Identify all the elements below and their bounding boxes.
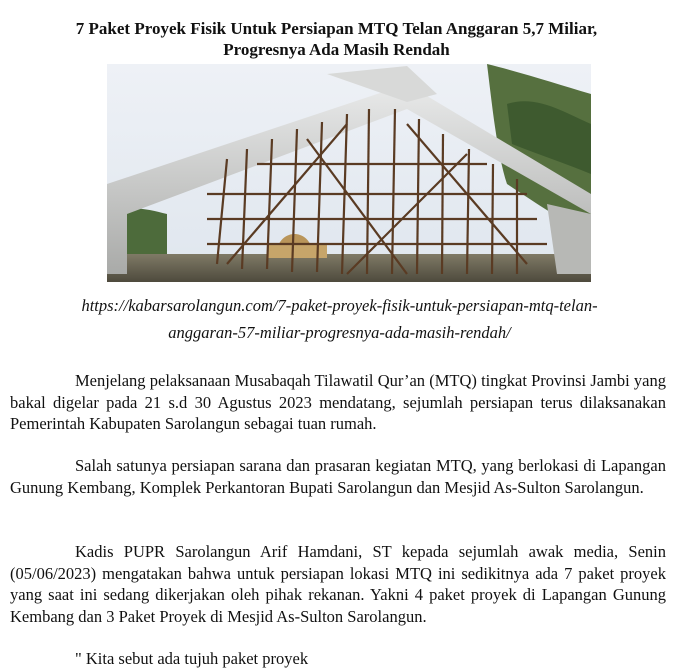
paragraph-2: Salah satunya persiapan sarana dan prasaran kegiatan MTQ, yang berlokasi di Lapangan Gunung Kembang, Komplek Perkantoran Bupati Sarolangun dan Mesjid As-Sulton Sarolangun. <box>10 456 666 497</box>
paragraph-1: Menjelang pelaksanaan Musabaqah Tilawatil Qur’an (MTQ) tingkat Provinsi Jambi yang bakal digelar pada 21 s.d 30 Agustus 2023 mendatang, sejumlah persiapan terus dilaksanakan Pemerintah Kabupaten Sarolangun sebagai tuan rumah. <box>10 371 666 433</box>
article-title <box>20 18 653 60</box>
source-url-caption <box>10 292 669 346</box>
article-title-line-1: 7 Paket Proyek Fisik Untuk Persiapan MTQ Telan Anggaran 5,7 Miliar, <box>75 19 598 38</box>
source-url-line-2: anggaran-57-miliar-progresnya-ada-masih-rendah/ <box>168 323 511 342</box>
construction-scaffolding-photo <box>107 64 591 282</box>
photo-illustration <box>107 64 591 282</box>
paragraph-3: Kadis PUPR Sarolangun Arif Hamdani, ST kepada sejumlah awak media, Senin (05/06/2023) mengatakan bahwa untuk persiapan lokasi MTQ ini sedikitnya ada 7 paket proyek yang saat ini sedang dikerjakan oleh pihak rekanan. Yakni 4 paket proyek di Lapangan Gunung Kembang dan 3 Paket Proyek di Mesjid As-Sulton Sarolangun. <box>10 542 666 626</box>
paragraph-4: " Kita sebut ada tujuh paket proyek <box>75 649 309 668</box>
article-title-line-2: Progresnya Ada Masih Rendah <box>223 40 450 59</box>
source-url-line-1: https://kabarsarolangun.com/7-paket-proyek-fisik-untuk-persiapan-mtq-telan- <box>81 296 598 315</box>
